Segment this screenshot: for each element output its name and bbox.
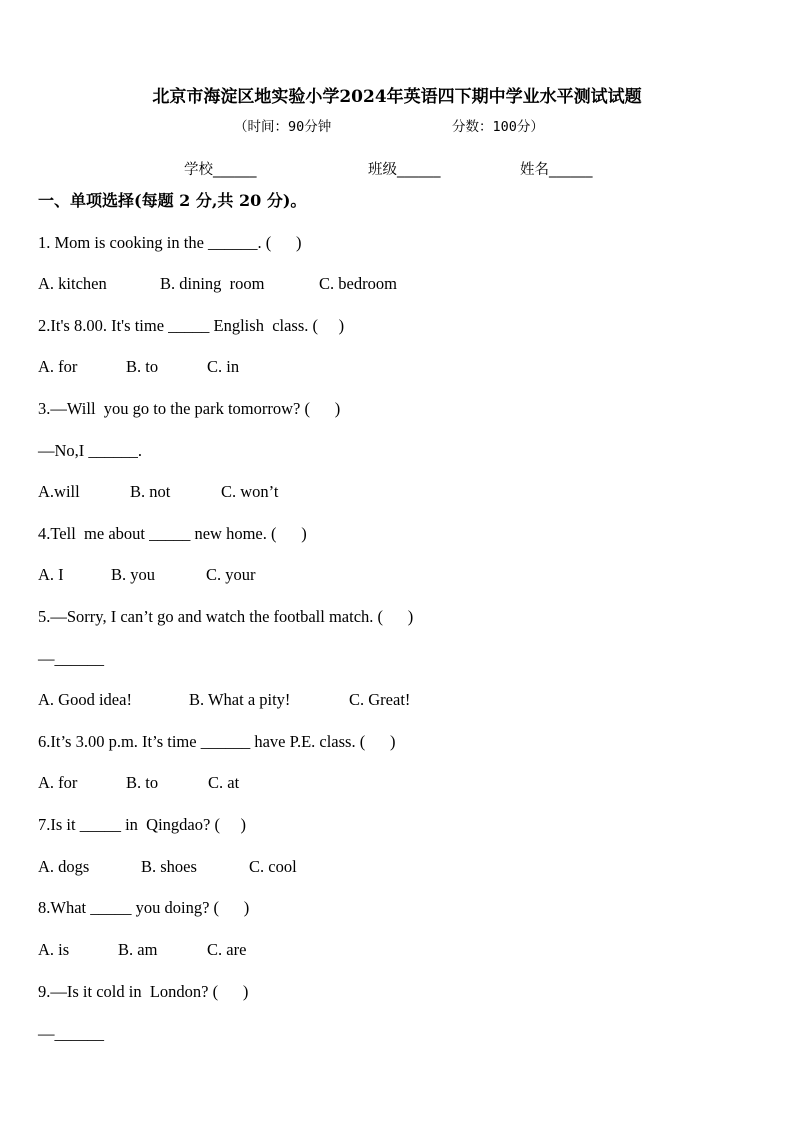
class-field: 班级______ [368, 162, 441, 178]
q7-option-c: C. cool [249, 857, 297, 876]
q1-option-a: A. kitchen [38, 274, 107, 293]
q6-option-a: A. for [38, 773, 78, 792]
question-4: 4.Tell me about _____ new home. ( ) [38, 524, 307, 543]
q2-option-b: B. to [126, 357, 159, 376]
q5-option-a: A. Good idea! [38, 690, 132, 709]
q3-option-c: C. won’t [221, 482, 279, 501]
q1-option-c: C. bedroom [319, 274, 397, 293]
question-1: 1. Mom is cooking in the ______. ( ) [38, 233, 302, 252]
q5-option-c: C. Great! [349, 690, 411, 709]
q9-answer-line: —______ [38, 1024, 104, 1043]
q3-answer-line: —No,I ______. [38, 441, 143, 460]
school-field: 学校______ [184, 162, 257, 178]
section-heading: 一、单项选择(每题 2 分,共 20 分)。 [38, 191, 307, 210]
exam-time: （时间：90分钟 [234, 119, 332, 135]
question-5: 5.—Sorry, I can’t go and watch the football match. ( ) [38, 607, 414, 626]
question-2: 2.It's 8.00. It's time _____ English class. ( ) [38, 316, 345, 335]
exam-score: 分数：100分） [452, 119, 544, 135]
q5-option-b: B. What a pity! [189, 690, 291, 709]
q8-option-a: A. is [38, 940, 70, 959]
name-field: 姓名______ [520, 162, 593, 178]
q5-answer-line: —______ [38, 649, 104, 668]
page-title: 北京市海淀区地实验小学2024年英语四下期中学业水平测试试题 [152, 87, 642, 107]
question-7: 7.Is it _____ in Qingdao? ( ) [38, 815, 247, 834]
q7-option-b: B. shoes [141, 857, 197, 876]
question-8: 8.What _____ you doing? ( ) [38, 898, 250, 917]
q3-option-b: B. not [130, 482, 171, 501]
q3-option-a: A.will [38, 482, 80, 501]
q8-option-b: B. am [118, 940, 158, 959]
q6-option-c: C. at [208, 773, 240, 792]
q7-option-a: A. dogs [38, 857, 90, 876]
q1-option-b: B. dining room [160, 274, 265, 293]
question-9: 9.—Is it cold in London? ( ) [38, 982, 249, 1001]
q2-option-c: C. in [207, 357, 240, 376]
q2-option-a: A. for [38, 357, 78, 376]
question-3: 3.—Will you go to the park tomorrow? ( ) [38, 399, 341, 418]
q4-option-a: A. I [38, 565, 64, 584]
q8-option-c: C. are [207, 940, 247, 959]
q4-option-b: B. you [111, 565, 156, 584]
q6-option-b: B. to [126, 773, 159, 792]
question-6: 6.It’s 3.00 p.m. It’s time ______ have P.E. class. ( ) [38, 732, 396, 751]
q4-option-c: C. your [206, 565, 256, 584]
